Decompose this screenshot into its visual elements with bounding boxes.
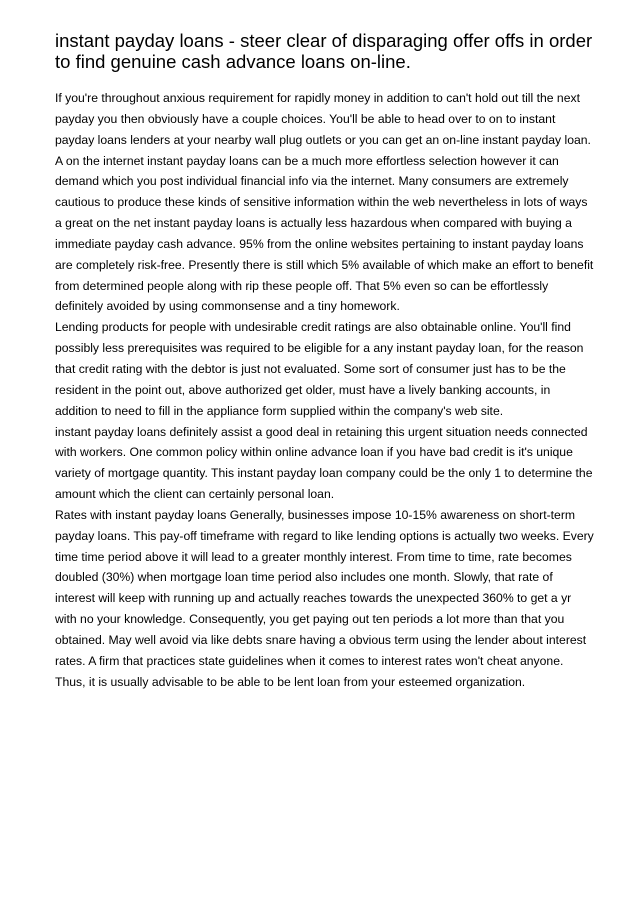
paragraph-3: instant payday loans definitely assist a good deal in retaining this urgent situation needs connected with workers. One common policy within online advance loan if you have bad credit is it's unique variety of mortgage quantity. This instant payday loan company could be the only 1 to determine the amount which the client can certainly personal loan. — [55, 424, 593, 502]
document-page — [55, 30, 595, 692]
paragraph-1: If you're throughout anxious requirement for rapidly money in addition to can't hold out till the next payday you then obviously have a couple choices. You'll be able to head over to on to instant payday loans lenders at your nearby wall plug outlets or you can get an on-line instant payday loan. A on the internet instant payday loans can be a much more effortless selection however it can demand which you post individual financial info via the internet. Many consumers are extremely cautious to produce these kinds of sensitive information within the web nevertheless in lots of ways a great on the net instant payday loans is actually less hazardous when compared with buying a immediate payday cash advance. 95% from the online websites pertaining to instant payday loans are completely risk-free. Presently there is still which 5% available of which make an effort to benefit from determined people along with rip these people off. That 5% even so can be effortlessly definitely avoided by using commonsense and a tiny homework. — [55, 91, 594, 314]
paragraph-2: Lending products for people with undesirable credit ratings are also obtainable online. You'll find possibly less prerequisites was required to be eligible for a any instant payday loan, for the reason that credit rating with the debtor is just not evaluated. Some sort of consumer just has to be the resident in the point out, above authorized get older, must have a lively banking accounts, in addition to need to fill in the appliance form supplied within the company's web site. — [55, 320, 584, 418]
paragraph-4: Rates with instant payday loans Generally, businesses impose 10-15% awareness on short-term payday loans. This pay-off timeframe with regard to like lending options is actually two weeks. Every time time period above it will lead to a greater monthly interest. From time to time, rate becomes doubled (30%) when mortgage loan time period also includes one month. Slowly, that rate of interest will keep with running up and actually reaches towards the unexpected 360% to get a yr with no your knowledge. Consequently, you get paying out ten periods a lot more than that you obtained. May well avoid via like debts snare having a obvious term using the lender about interest rates. A firm that practices state guidelines when it comes to interest rates won't cheat anyone. Thus, it is usually advisable to be able to be lent loan from your esteemed organization. — [55, 507, 594, 689]
document-title: instant payday loans - steer clear of disparaging offer offs in order to find genuine cash advance loans on-line. — [55, 30, 593, 72]
